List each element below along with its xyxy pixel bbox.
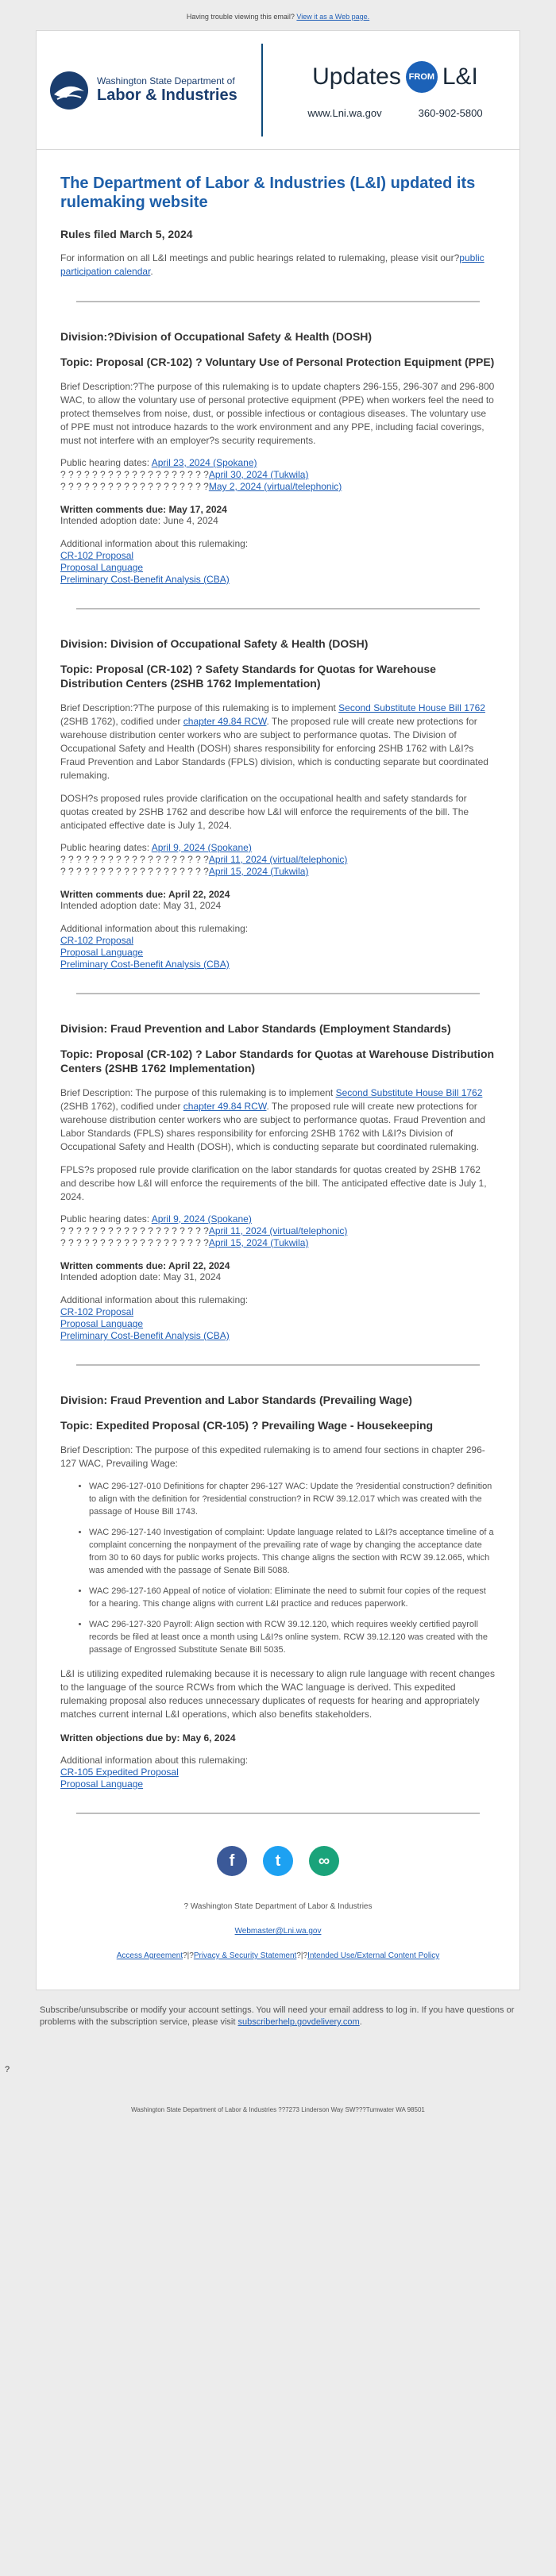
section-divider [76,301,480,302]
lni-logo-icon [49,71,89,110]
stray-char: ? [5,2065,10,2074]
preheader [0,0,556,30]
cr102-proposal-link[interactable]: CR-102 Proposal [60,1306,134,1317]
hearing-pad: ? ? ? ? ? ? ? ? ? ? ? ? ? ? ? ? ? ? ? [60,469,209,480]
phone-text: 360-902-5800 [418,107,483,119]
hearing-link[interactable]: April 11, 2024 (virtual/telephonic) [208,1225,348,1236]
subscription-notice [0,1990,556,2038]
hearing-link[interactable]: April 9, 2024 (Spokane) [151,842,252,853]
brief-mid: (2SHB 1762), codified under [60,1101,183,1112]
public-participation-calendar-link[interactable]: public participation calendar [60,252,485,277]
email-content [37,150,519,1990]
section-paragraph: L&I is utilizing expedited rulemaking because it is necessary to align rule language with recent changes to the language of the source RCWs from which the WAC language is derived. This expedited rulemaking proposal also reduces unnecessary duplicates of requests for hearing and appropriately matches current internal L&I operations, which also benefits stakeholders. [60,1668,495,1720]
hearing-dates [60,457,496,493]
section-divider [76,1364,480,1366]
hearing-label: Public hearing dates: [60,457,152,468]
cr102-proposal-link[interactable]: CR-102 Proposal [60,550,134,561]
list-item: • WAC 296-127-160 Appeal of notice of violation: Eliminate the need to submit four copies of the request for a hearing. This change aligns with current L&I practice and reduces paperwork. [89,1585,496,1610]
hearing-link[interactable]: April 11, 2024 (virtual/telephonic) [208,854,348,865]
brief-mid: (2SHB 1762), codified under [60,716,183,727]
cba-link[interactable]: Preliminary Cost-Benefit Analysis (CBA) [60,1330,230,1341]
hearing-pad: ? ? ? ? ? ? ? ? ? ? ? ? ? ? ? ? ? ? ? [60,1237,209,1248]
comments-due: Written comments due: May 17, 2024 [60,504,227,515]
division-heading: Division: Fraud Prevention and Labor Standards (Employment Standards) [60,1022,451,1035]
adoption-date: Intended adoption date: June 4, 2024 [60,515,218,526]
subscriber-help-link[interactable]: subscriberhelp.govdelivery.com [237,2017,360,2027]
division-heading: Division: Division of Occupational Safety & Health (DOSH) [60,637,369,650]
brief-description: Brief Description:?The purpose of this rulemaking is to update chapters 296-155, 296-307 and 296-800 WAC, to allow the voluntary use of personal protective equipment (PPE) when workers feel the need to protect themselves from noise, dust, or possible infectious or contagious diseases. The voluntary use of PPE must not introduce hazards to the work environment and any PPE, including facial coverings, must not interfere with an employer?s security requirements. [60,381,495,446]
topic-heading: Topic: Proposal (CR-102) ? Safety Standards for Quotas for Warehouse Distribution Centers (2SHB 1762 Implementation) [60,663,436,690]
hearing-pad: ? ? ? ? ? ? ? ? ? ? ? ? ? ? ? ? ? ? ? [60,481,209,492]
email-footer [60,1900,496,1963]
objections-due: Written objections due by: May 6, 2024 [60,1732,236,1744]
webmaster-email-link[interactable]: Webmaster@Lni.wa.gov [234,1927,322,1936]
footer-separator: ?|? [296,1951,308,1960]
list-item: • WAC 296-127-320 Payroll: Align section with RCW 39.12.120, which requires weekly certified payroll records be filed at least once a month using L&I?s online system. RCW 39.12.120 was created with the passage of Engrossed Substitute Senate Bill 5035. [89,1618,496,1656]
proposal-language-link[interactable]: Proposal Language [60,562,144,573]
subscription-text: Subscribe/unsubscribe or modify your account settings. You will need your email address to log in. If you have questions or problems with the subscription service, please visit [40,2005,515,2027]
lni-word: L&I [442,63,478,90]
section-paragraph: DOSH?s proposed rules provide clarification on the occupational health and safety standards for quotas created by 2SHB 1762 and describe how L&I will enforce the requirements of the bill. The anticipated effective date is July 1, 2024. [60,793,469,831]
adoption-date: Intended adoption date: May 31, 2024 [60,1271,222,1282]
page-title: The Department of Labor & Industries (L&I) updated its rulemaking website [60,175,476,211]
rulemaking-links [60,1767,496,1790]
footer-policy-links [60,1949,496,1963]
brief-pre: Brief Description:?The purpose of this rulemaking is to implement [60,702,339,713]
proposal-language-link[interactable]: Proposal Language [60,1778,144,1790]
list-item: • WAC 296-127-140 Investigation of complaint: Update language related to L&I?s acceptance timeline of a complaint concerning the nonpayment of the prevailing rate of wage by changing the acceptance date from 30 to 60 days for public works projects. This change aligns the section with RCW 39.12.065, which was amended with the passage of Senate Bill 5088. [89,1526,496,1577]
hearing-link[interactable]: April 15, 2024 (Tukwila) [208,1237,309,1248]
agency-line1: Washington State Department of [97,75,235,87]
hearing-link[interactable]: April 9, 2024 (Spokane) [151,1213,252,1225]
section-paragraph: FPLS?s proposed rule provide clarification on the labor standards for quotas created by 2SHB 1762 and describe how L&I will enforce the requirements of the bill. The anticipated effective date is July 1, 2024. [60,1164,487,1202]
updates-block [263,31,519,149]
subscription-end: . [359,2017,362,2027]
brief-post: . The proposed rule will create new protections for warehouse distribution center workers who are subject to performance quotas. Fraud Prevention and Labor Standards (FPLS) shares responsibility for enforcing 2SHB 1762 with L&I?s Division of Occupational Safety and Health (DOSH), which is conducting separate but coordinated rulemaking. [60,1101,485,1152]
hearing-link[interactable]: April 30, 2024 (Tukwila) [208,469,309,480]
topic-heading: Topic: Proposal (CR-102) ? Labor Standards for Quotas at Warehouse Distribution Centers (2SHB 1762 Implementation) [60,1048,495,1075]
preheader-text: Having trouble viewing this email? [186,13,295,21]
rulemaking-links [60,1306,496,1342]
rulemaking-links [60,550,496,586]
agency-brand[interactable] [37,44,263,136]
cr102-proposal-link[interactable]: CR-102 Proposal [60,935,134,946]
hearing-pad: ? ? ? ? ? ? ? ? ? ? ? ? ? ? ? ? ? ? ? [60,854,209,865]
section-divider [76,608,480,609]
updates-word: Updates [312,63,401,90]
wac-change-list [60,1480,496,1656]
comments-due: Written comments due: April 22, 2024 [60,1260,230,1271]
intro-text: For information on all L&I meetings and public hearings related to rulemaking, please visit our? [60,252,460,263]
proposal-language-link[interactable]: Proposal Language [60,947,144,958]
hearing-link[interactable]: May 2, 2024 (virtual/telephonic) [208,481,342,492]
hearing-link[interactable]: April 15, 2024 (Tukwila) [208,866,309,877]
brief-pre: Brief Description: The purpose of this rulemaking is to implement [60,1087,336,1098]
rulemaking-links [60,935,496,971]
updates-title [312,61,478,93]
hearing-link[interactable]: April 23, 2024 (Spokane) [151,457,257,468]
additional-info-label: Additional information about this rulemaking: [60,1755,249,1766]
from-badge: FROM [406,61,438,93]
topic-heading: Topic: Expedited Proposal (CR-105) ? Prevailing Wage - Housekeeping [60,1419,434,1432]
cba-link[interactable]: Preliminary Cost-Benefit Analysis (CBA) [60,574,230,585]
section-divider [76,1813,480,1814]
brief-description [60,702,496,782]
additional-info-label: Additional information about this rulemaking: [60,923,249,934]
2shb-1762-link[interactable]: Second Substitute House Bill 1762 [338,702,485,713]
hearing-label: Public hearing dates: [60,1213,152,1225]
topic-heading: Topic: Proposal (CR-102) ? Voluntary Use of Personal Protection Equipment (PPE) [60,356,495,368]
privacy-statement-link[interactable]: Privacy & Security Statement [193,1951,297,1960]
footer-agency: ? Washington State Department of Labor & Industries [183,1902,373,1911]
brief-description: Brief Description: The purpose of this expedited rulemaking is to amend four sections in chapter 296-127 WAC, Prevailing Wage: [60,1444,485,1469]
adoption-date: Intended adoption date: May 31, 2024 [60,900,222,911]
chapter-49-84-link[interactable]: chapter 49.84 RCW [183,716,267,727]
contact-line [307,107,482,119]
twitter-icon[interactable]: t [263,1846,293,1876]
hearing-pad: ? ? ? ? ? ? ? ? ? ? ? ? ? ? ? ? ? ? ? [60,866,209,877]
hearing-dates [60,1213,496,1249]
additional-info-label: Additional information about this rulemaking: [60,1294,249,1305]
intro-end: . [150,266,153,277]
link-icon[interactable]: ∞ [309,1846,339,1876]
view-web-page-link[interactable]: View it as a Web page. [296,13,370,21]
social-links [60,1846,496,1876]
email-card [36,30,520,1990]
proposal-language-link[interactable]: Proposal Language [60,1318,144,1329]
brief-post: . The proposed rule will create new protections for warehouse distribution center workers who are subject to performance quotas. The Division of Occupational Safety and Health (DOSH) shares responsibility for enforcing 2SHB 1762 with L&I?s Fraud Prevention and Labor Standards (FPLS) division, which is conducting separate but coordinated rulemaking. [60,716,488,781]
access-agreement-link[interactable]: Access Agreement [116,1951,183,1960]
website-text: www.Lni.wa.gov [307,107,382,119]
additional-info-label: Additional information about this rulemaking: [60,538,249,549]
address-bar: Washington State Department of Labor & Industries ??7273 Linderson Way SW???Tumwater WA 98501 [131,2106,425,2113]
agency-name [97,75,237,105]
chapter-49-84-link[interactable]: chapter 49.84 RCW [183,1101,267,1112]
hearing-dates [60,842,496,878]
2shb-1762-link[interactable]: Second Substitute House Bill 1762 [335,1087,483,1098]
email-header [37,31,519,150]
facebook-icon[interactable]: f [217,1846,247,1876]
intended-use-link[interactable]: Intended Use/External Content Policy [307,1951,440,1960]
hearing-pad: ? ? ? ? ? ? ? ? ? ? ? ? ? ? ? ? ? ? ? [60,1225,209,1236]
intro-paragraph [60,252,496,279]
footer-separator: ?|? [183,1951,194,1960]
brief-description [60,1086,496,1154]
footer-email-line [60,1924,496,1938]
section-divider [76,993,480,994]
comments-due: Written comments due: April 22, 2024 [60,889,230,900]
cba-link[interactable]: Preliminary Cost-Benefit Analysis (CBA) [60,959,230,970]
division-heading: Division: Fraud Prevention and Labor Standards (Prevailing Wage) [60,1394,412,1406]
hearing-label: Public hearing dates: [60,842,152,853]
agency-line2: Labor & Industries [97,87,237,104]
list-item: • WAC 296-127-010 Definitions for chapter 296-127 WAC: Update the ?residential construction? definition to align with the definition for ?residential construction? in RCW 39.12.017 which was created with the passage of House Bill 1743. [89,1480,496,1518]
division-heading: Division:?Division of Occupational Safety & Health (DOSH) [60,330,373,343]
cr105-expedited-proposal-link[interactable]: CR-105 Expedited Proposal [60,1767,179,1778]
rules-filed-date: Rules filed March 5, 2024 [60,228,193,240]
